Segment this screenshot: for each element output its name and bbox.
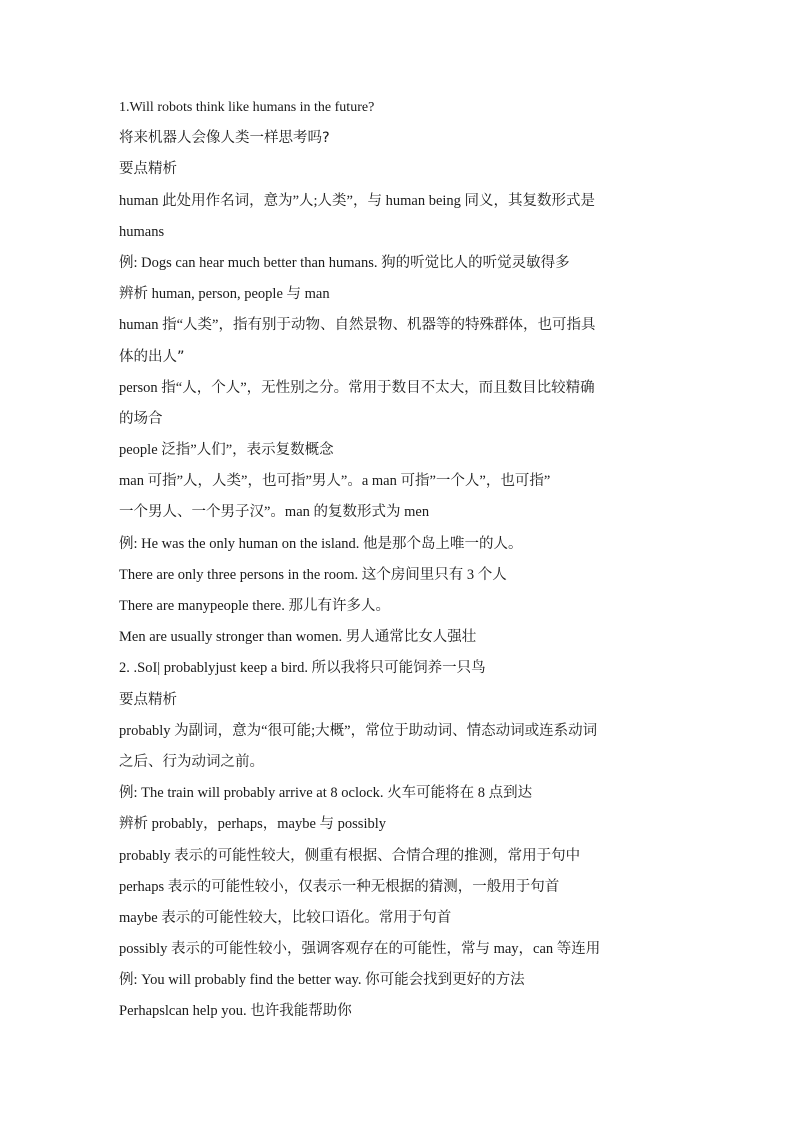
text-line-26: perhaps 表示的可能性较小，仅表示一种无根据的猜测，一般用于句首	[119, 878, 560, 895]
text-line-13: man 可指”人，人类”，也可指”男人”。a man 可指”一个人”，也可指”	[119, 473, 551, 490]
text-line-16: There are only three persons in the room. 这个房间里只有 3 个人	[119, 566, 507, 583]
text-line-30: Perhapslcan help you. 也许我能帮助你	[119, 1003, 352, 1020]
text-line-28: possibly 表示的可能性较小，强调客观存在的可能性，常与 may，can 等连用	[119, 941, 601, 958]
text-line-17: There are manypeople there. 那儿有许多人。	[119, 598, 390, 614]
text-line-14: 一个男人、一个男子汉”。man 的复数形式为 men	[119, 504, 430, 521]
text-line-6: 例: Dogs can hear much better than humans. 狗的听觉比人的听觉灵敏得多	[119, 254, 570, 271]
text-line-25: probably 表示的可能性较大，侧重有根据、合情合理的推测，常用于句中	[119, 847, 581, 864]
text-line-8: human 指“人类”，指有别于动物、自然景物、机器等的特殊群体，也可指具	[119, 317, 596, 334]
text-line-1: 1.Will robots think like humans in the future?	[119, 100, 375, 115]
text-line-9: 体的出人”	[119, 348, 185, 365]
text-line-5: humans	[119, 223, 165, 240]
text-line-24: 辨析 probably，perhaps，maybe 与 possibly	[119, 816, 387, 833]
text-line-2: 将来机器人会像人类一样思考吗?	[119, 130, 330, 147]
text-line-10: person 指“人，个人”，无性别之分。常用于数目不太大，而且数目比较精确	[119, 379, 595, 396]
text-line-21: probably 为副词，意为“很可能;大概”，常位于助动词、情态动词或连系动词	[119, 722, 598, 739]
text-line-22: 之后、行为动词之前。	[119, 753, 264, 770]
text-line-18: Men are usually stronger than women. 男人通常比女人强壮	[119, 629, 477, 646]
text-line-15: 例: He was the only human on the island. 他是那个岛上唯一的人。	[119, 535, 523, 552]
text-line-7: 辨析 human, person, people 与 man	[119, 286, 330, 303]
text-line-19: 2. .SoI| probablyjust keep a bird. 所以我将只可能饲养一只鸟	[119, 660, 486, 677]
text-line-27: maybe 表示的可能性较大，比较口语化。常用于句首	[119, 909, 452, 926]
text-line-23: 例: The train will probably arrive at 8 oclock. 火车可能将在 8 点到达	[119, 785, 533, 802]
section-heading: 要点精析	[119, 691, 177, 708]
text-line-29: 例: You will probably find the better way. 你可能会找到更好的方法	[119, 972, 525, 989]
text-line-12: people 泛指”人们”，表示复数概念	[119, 442, 334, 459]
text-line-4: human 此处用作名词，意为”人;人类”，与 human being 同义，其复数形式是	[119, 192, 596, 209]
text-line-11: 的场合	[119, 410, 163, 427]
section-heading: 要点精析	[119, 161, 177, 178]
document-page	[119, 92, 679, 1028]
